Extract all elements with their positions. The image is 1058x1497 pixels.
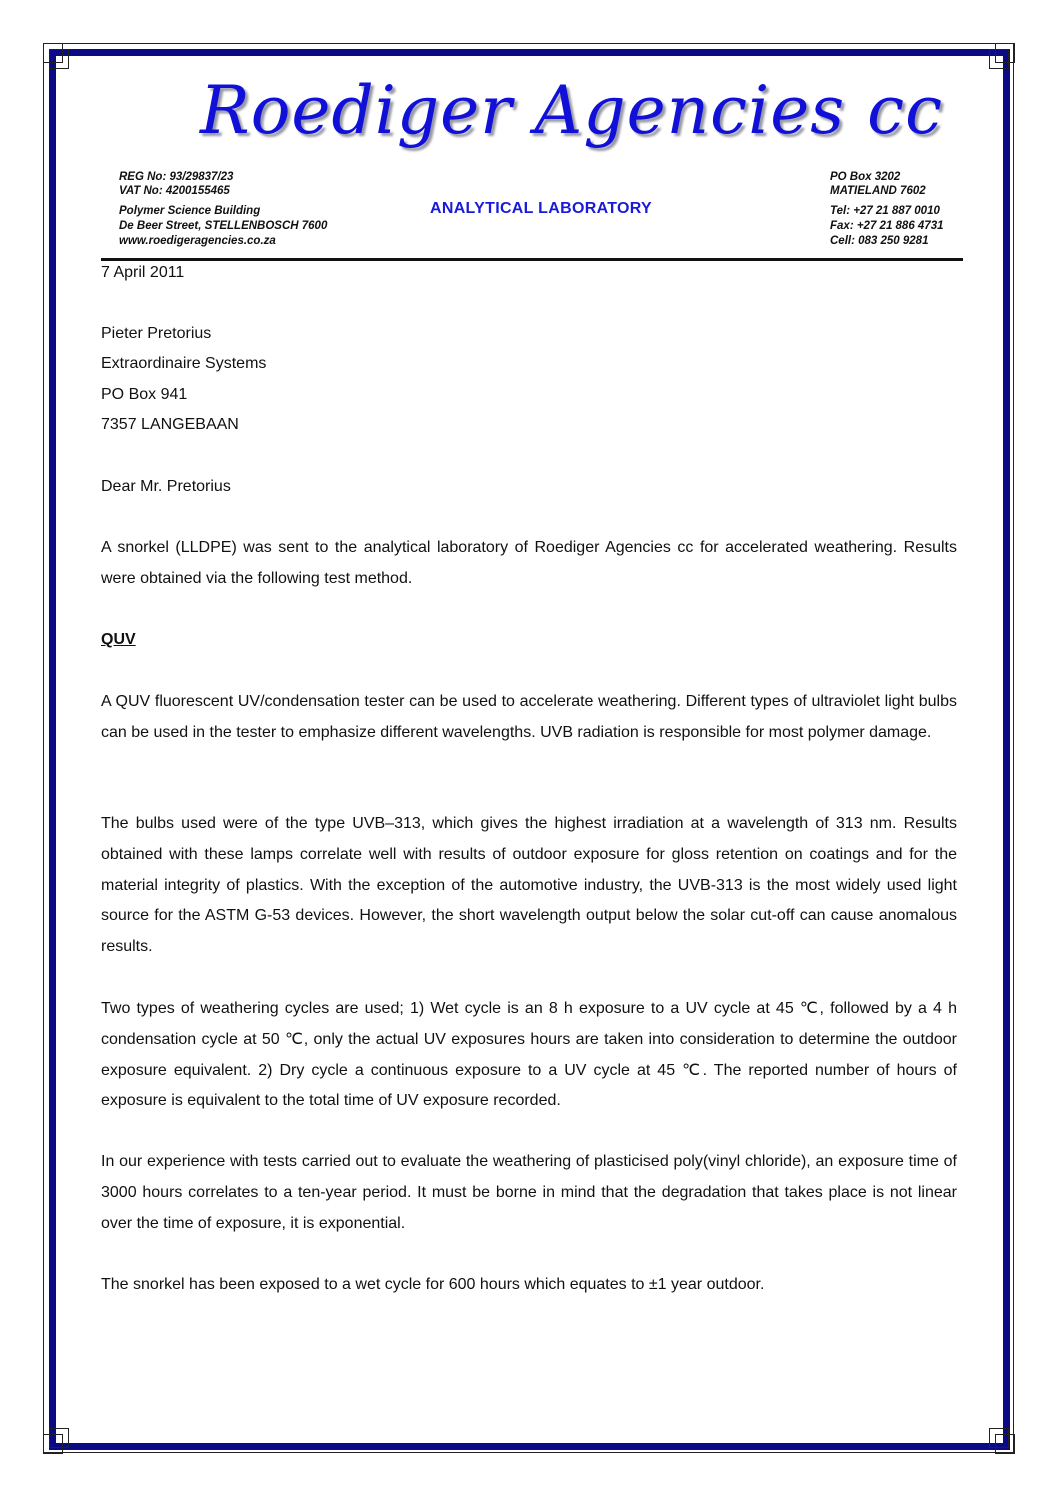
- cell-phone: Cell: 083 250 9281: [830, 235, 929, 247]
- address-building: Polymer Science Building: [119, 205, 261, 217]
- vat-number: VAT No: 4200155465: [119, 185, 230, 197]
- corner-ornament-bottom-left-inner: [49, 1428, 69, 1448]
- website-link[interactable]: www.roedigeragencies.co.za: [119, 235, 276, 247]
- recipient-city: 7357 LANGEBAAN: [101, 416, 239, 433]
- recipient-company: Extraordinaire Systems: [101, 355, 267, 372]
- section-heading-quv: QUV: [101, 631, 136, 648]
- paragraph-quv-tester: A QUV fluorescent UV/condensation tester can be used to accelerate weathering. Different types of ultraviolet light bulbs can be used in the tester to emphasize different wavelengths. UVB radiation is responsible for most polymer damage.: [101, 693, 957, 741]
- salutation: Dear Mr. Pretorius: [101, 478, 231, 495]
- corner-ornament-bottom-right-inner: [989, 1428, 1009, 1448]
- telephone: Tel: +27 21 887 0010: [830, 205, 940, 217]
- postal-city: MATIELAND 7602: [830, 185, 926, 197]
- recipient-po-box: PO Box 941: [101, 386, 188, 403]
- corner-ornament-top-left-inner: [49, 49, 69, 69]
- paragraph-result: The snorkel has been exposed to a wet cycle for 600 hours which equates to ±1 year outdoor.: [101, 1276, 765, 1293]
- corner-ornament-top-right-inner: [989, 49, 1009, 69]
- company-logo: Roediger Agencies cc: [200, 72, 944, 149]
- intro-paragraph: A snorkel (LLDPE) was sent to the analytical laboratory of Roediger Agencies cc for accelerated weathering. Results were obtained via the following test method.: [101, 539, 957, 587]
- address-street: De Beer Street, STELLENBOSCH 7600: [119, 220, 328, 232]
- paragraph-experience: In our experience with tests carried out to evaluate the weathering of plasticised poly(vinyl chloride), an exposure time of 3000 hours correlates to a ten-year period. It must be borne in mind that the degradation that takes place is not linear over the time of exposure, it is exponential.: [101, 1153, 957, 1232]
- reg-number: REG No: 93/29837/23: [119, 171, 234, 183]
- paragraph-cycles: Two types of weathering cycles are used; 1) Wet cycle is an 8 h exposure to a UV cycle at 45 ℃, followed by a 4 h condensation cycle at 50 ℃, only the actual UV exposures hours are taken into consideration to determine the outdoor exposure equivalent. 2) Dry cycle a continuous exposure to a UV cycle at 45 ℃. The reported number of hours of exposure is equivalent to the total time of UV exposure recorded.: [101, 1000, 957, 1110]
- recipient-name: Pieter Pretorius: [101, 325, 212, 342]
- fax: Fax: +27 21 886 4731: [830, 220, 944, 232]
- paragraph-bulbs: The bulbs used were of the type UVB–313, which gives the highest irradiation at a wavelength of 313 nm. Results obtained with these lamps correlate well with results of outdoor exposure for gloss retention on coatings and for the material integrity of plastics. With the exception of the automotive industry, the UVB-313 is the most widely used light source for the ASTM G-53 devices. However, the short wavelength output below the solar cut-off can cause anomalous results.: [101, 815, 957, 956]
- letter-date: 7 April 2011: [101, 264, 185, 281]
- po-box: PO Box 3202: [830, 171, 901, 183]
- department-title: ANALYTICAL LABORATORY: [429, 200, 652, 217]
